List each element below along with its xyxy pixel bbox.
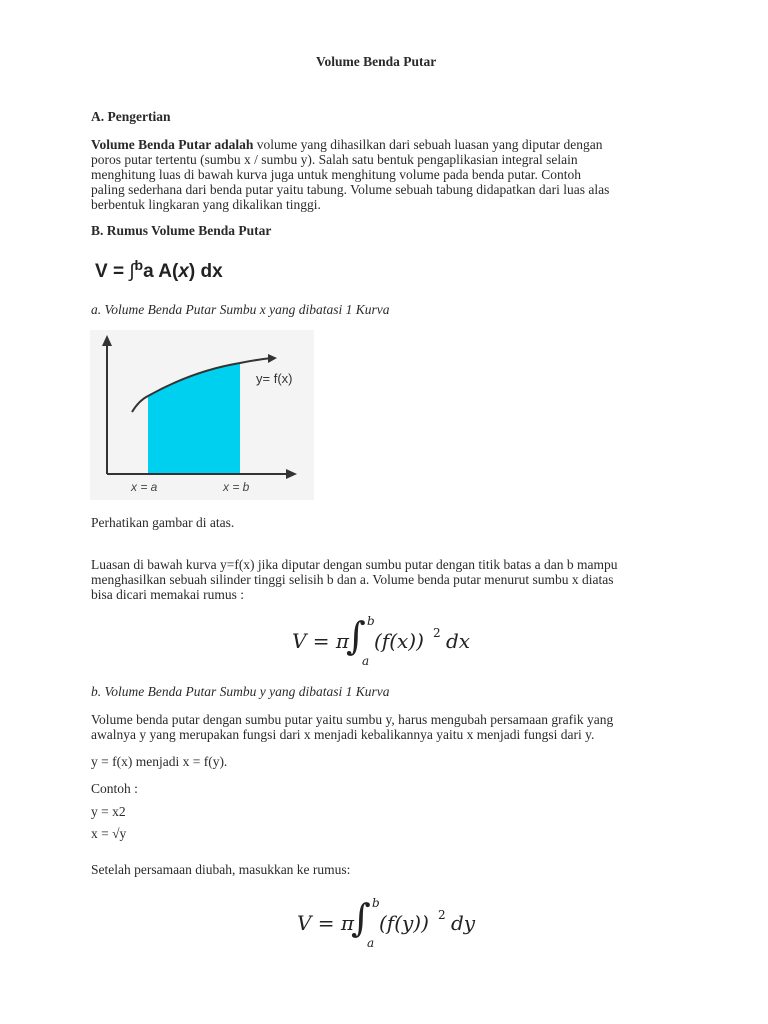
transform-text: y = f(x) menjadi x = f(y). — [91, 754, 228, 769]
formula-x-upper: b — [367, 614, 375, 628]
paragraph-y-line-1: Volume benda putar dengan sumbu putar yaitu sumbu y, harus mengubah persamaan grafik yang — [91, 712, 614, 727]
bold-lead: Volume Benda Putar adalah — [91, 137, 254, 152]
integral-sign: ∫ — [346, 614, 366, 658]
page-title: Volume Benda Putar — [316, 54, 437, 69]
formula-y-body: (f(y)) — [379, 911, 429, 935]
after-text: Setelah persamaan diubah, masukkan ke rumus: — [91, 862, 351, 877]
formula-y-power: 2 — [438, 908, 446, 922]
example-line-2: x = √y — [91, 826, 127, 841]
paragraph-x-line-1: Luasan di bawah kurva y=f(x) jika diputar dengan sumbu putar dengan titik batas a dan b mampu — [91, 557, 618, 572]
note-text: Perhatikan gambar di atas. — [91, 515, 235, 530]
paragraph-x — [91, 557, 711, 602]
formula-x-body: (f(x)) — [374, 629, 424, 653]
paragraph-y — [91, 712, 711, 742]
formula-x-power: 2 — [433, 626, 441, 640]
section-b-heading: B. Rumus Volume Benda Putar — [91, 223, 272, 238]
formula-y-left: V = π — [297, 911, 355, 935]
example-line-1: y = x2 — [91, 804, 126, 819]
formula-volume-x — [292, 614, 492, 670]
formula-main: V = ∫$^b$a A(x) dx — [95, 257, 223, 282]
paragraph-x-line-2: menghasilkan sebuah silinder tinggi selisih b dan a. Volume benda putar menurut sumbu x diatas — [91, 572, 614, 587]
paragraph-line-5: berbentuk lingkaran yang dikalikan tinggi. — [91, 197, 321, 212]
x-label-b: x = b — [223, 480, 250, 494]
paragraph-line-2: poros putar tertentu (sumbu x / sumbu y). Salah satu bentuk pengaplikasian integral selain — [91, 152, 578, 167]
paragraph-x-line-3: bisa dicari memakai rumus : — [91, 587, 244, 602]
section-a-paragraph — [91, 137, 691, 212]
paragraph-y-line-2: awalnya y yang merupakan fungsi dari x menjadi kebalikannya yaitu x menjadi fungsi dari y. — [91, 727, 595, 742]
section-a-heading: A. Pengertian — [91, 109, 171, 124]
contoh-label: Contoh : — [91, 781, 138, 796]
formula-x-lower: a — [362, 654, 370, 668]
paragraph-line-3: menghitung luas di bawah kurva juga untuk menghitung volume pada benda putar. Contoh — [91, 167, 582, 182]
area-under-curve-figure — [90, 330, 314, 500]
sub-a-title: a. Volume Benda Putar Sumbu x yang dibatasi 1 Kurva — [91, 302, 390, 317]
integral-sign: ∫ — [351, 896, 371, 940]
paragraph-line-4: paling sederhana dari benda putar yaitu tabung. Volume sebuah tabung didapatkan dari luas alas — [91, 182, 610, 197]
sub-b-title: b. Volume Benda Putar Sumbu y yang dibatasi 1 Kurva — [91, 684, 390, 699]
formula-y-lower: a — [367, 936, 375, 950]
formula-x-left: V = π — [292, 629, 350, 653]
formula-y-upper: b — [372, 896, 380, 910]
paragraph-line-1: Volume Benda Putar adalah volume yang dihasilkan dari sebuah luasan yang diputar dengan — [91, 137, 603, 152]
formula-x-tail: dx — [446, 629, 471, 653]
formula-volume-y — [297, 896, 497, 952]
x-label-a: x = a — [131, 480, 158, 494]
formula-y-tail: dy — [451, 911, 476, 935]
curve-label: y= f(x) — [256, 371, 293, 386]
